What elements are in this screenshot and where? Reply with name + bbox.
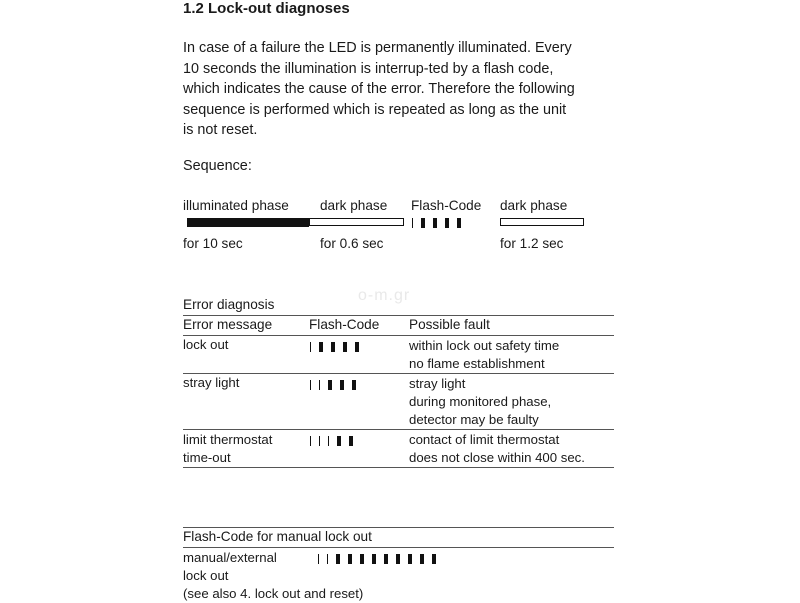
phase-label-illuminated: illuminated phase bbox=[183, 198, 289, 213]
long-pulse-mark bbox=[337, 436, 341, 446]
message-line: limit thermostat bbox=[183, 432, 273, 447]
long-pulse-mark bbox=[360, 554, 364, 564]
short-pulse-mark bbox=[412, 218, 413, 228]
row-rule bbox=[183, 429, 614, 430]
duration-illuminated: for 10 sec bbox=[183, 236, 243, 251]
message-line: lock out bbox=[183, 568, 229, 583]
error-diagnosis-title: Error diagnosis bbox=[183, 297, 275, 312]
row-stray-light-fault bbox=[409, 375, 551, 429]
message-line: (see also 4. lock out and reset) bbox=[183, 586, 364, 601]
fault-line: contact of limit thermostat bbox=[409, 432, 560, 447]
long-pulse-mark bbox=[433, 218, 437, 228]
long-pulse-mark bbox=[420, 554, 424, 564]
short-pulse-mark bbox=[310, 436, 311, 446]
fault-line: within lock out safety time bbox=[409, 338, 560, 353]
header-error-message: Error message bbox=[183, 317, 273, 332]
short-pulse-mark bbox=[319, 436, 320, 446]
long-pulse-mark bbox=[352, 380, 356, 390]
row-stray-light-flash-code bbox=[310, 378, 364, 392]
row-limit-thermostat-message bbox=[183, 431, 272, 467]
sequence-flash-code bbox=[412, 216, 469, 230]
row-stray-light-message: stray light bbox=[183, 375, 240, 390]
long-pulse-mark bbox=[432, 554, 436, 564]
long-pulse-mark bbox=[343, 342, 347, 352]
table-top-rule bbox=[183, 315, 614, 316]
long-pulse-mark bbox=[396, 554, 400, 564]
fault-line: stray light bbox=[409, 376, 466, 391]
long-pulse-mark bbox=[349, 436, 353, 446]
long-pulse-mark bbox=[328, 380, 332, 390]
row-lock-out-message: lock out bbox=[183, 337, 229, 352]
dark-phase-bar-2 bbox=[500, 218, 584, 226]
phase-label-flash-code: Flash-Code bbox=[411, 198, 482, 213]
short-pulse-mark bbox=[310, 380, 311, 390]
dark-phase-bar-1 bbox=[309, 218, 404, 226]
manual-lockout-flash-code bbox=[318, 552, 444, 566]
long-pulse-mark bbox=[355, 342, 359, 352]
row-limit-thermostat-fault bbox=[409, 431, 585, 467]
row-lock-out-fault bbox=[409, 337, 559, 373]
fault-line: during monitored phase, bbox=[409, 394, 552, 409]
watermark: o-m.gr bbox=[358, 287, 411, 304]
short-pulse-mark bbox=[318, 554, 319, 564]
paragraph-line: 10 seconds the illumination is interrup-ted by a flash code, bbox=[183, 60, 554, 77]
manual-header-rule bbox=[183, 547, 614, 548]
paragraph-line: sequence is performed which is repeated as long as the unit bbox=[183, 101, 567, 118]
paragraph-line: is not reset. bbox=[183, 122, 258, 138]
header-flash-code: Flash-Code bbox=[309, 317, 380, 332]
manual-top-rule bbox=[183, 527, 614, 528]
long-pulse-mark bbox=[457, 218, 461, 228]
message-line: manual/external bbox=[183, 550, 277, 565]
duration-dark-2: for 1.2 sec bbox=[500, 236, 564, 251]
manual-lockout-title: Flash-Code for manual lock out bbox=[183, 529, 372, 544]
paragraph-line: which indicates the cause of the error. Therefore the following bbox=[183, 81, 575, 97]
phase-label-dark-1: dark phase bbox=[320, 198, 388, 213]
duration-dark-1: for 0.6 sec bbox=[320, 236, 384, 251]
message-line: time-out bbox=[183, 450, 231, 465]
fault-line: does not close within 400 sec. bbox=[409, 450, 585, 465]
short-pulse-mark bbox=[310, 342, 311, 352]
long-pulse-mark bbox=[331, 342, 335, 352]
illuminated-phase-bar bbox=[187, 218, 309, 227]
long-pulse-mark bbox=[319, 342, 323, 352]
long-pulse-mark bbox=[445, 218, 449, 228]
section-heading: 1.2 Lock-out diagnoses bbox=[183, 0, 350, 17]
long-pulse-mark bbox=[384, 554, 388, 564]
long-pulse-mark bbox=[372, 554, 376, 564]
long-pulse-mark bbox=[421, 218, 425, 228]
long-pulse-mark bbox=[340, 380, 344, 390]
header-possible-fault: Possible fault bbox=[409, 317, 490, 332]
intro-paragraph bbox=[183, 38, 623, 141]
fault-line: no flame establishment bbox=[409, 356, 545, 371]
short-pulse-mark bbox=[327, 554, 328, 564]
paragraph-line: In case of a failure the LED is permanently illuminated. Every bbox=[183, 40, 572, 56]
short-pulse-mark bbox=[319, 380, 320, 390]
long-pulse-mark bbox=[348, 554, 352, 564]
row-limit-thermostat-flash-code bbox=[310, 434, 361, 448]
short-pulse-mark bbox=[328, 436, 329, 446]
fault-line: detector may be faulty bbox=[409, 412, 539, 427]
long-pulse-mark bbox=[336, 554, 340, 564]
sequence-label: Sequence: bbox=[183, 158, 252, 174]
row-rule bbox=[183, 373, 614, 374]
phase-label-dark-2: dark phase bbox=[500, 198, 568, 213]
long-pulse-mark bbox=[408, 554, 412, 564]
row-lock-out-flash-code bbox=[310, 340, 367, 354]
header-rule bbox=[183, 335, 614, 336]
table-bottom-rule bbox=[183, 467, 614, 468]
